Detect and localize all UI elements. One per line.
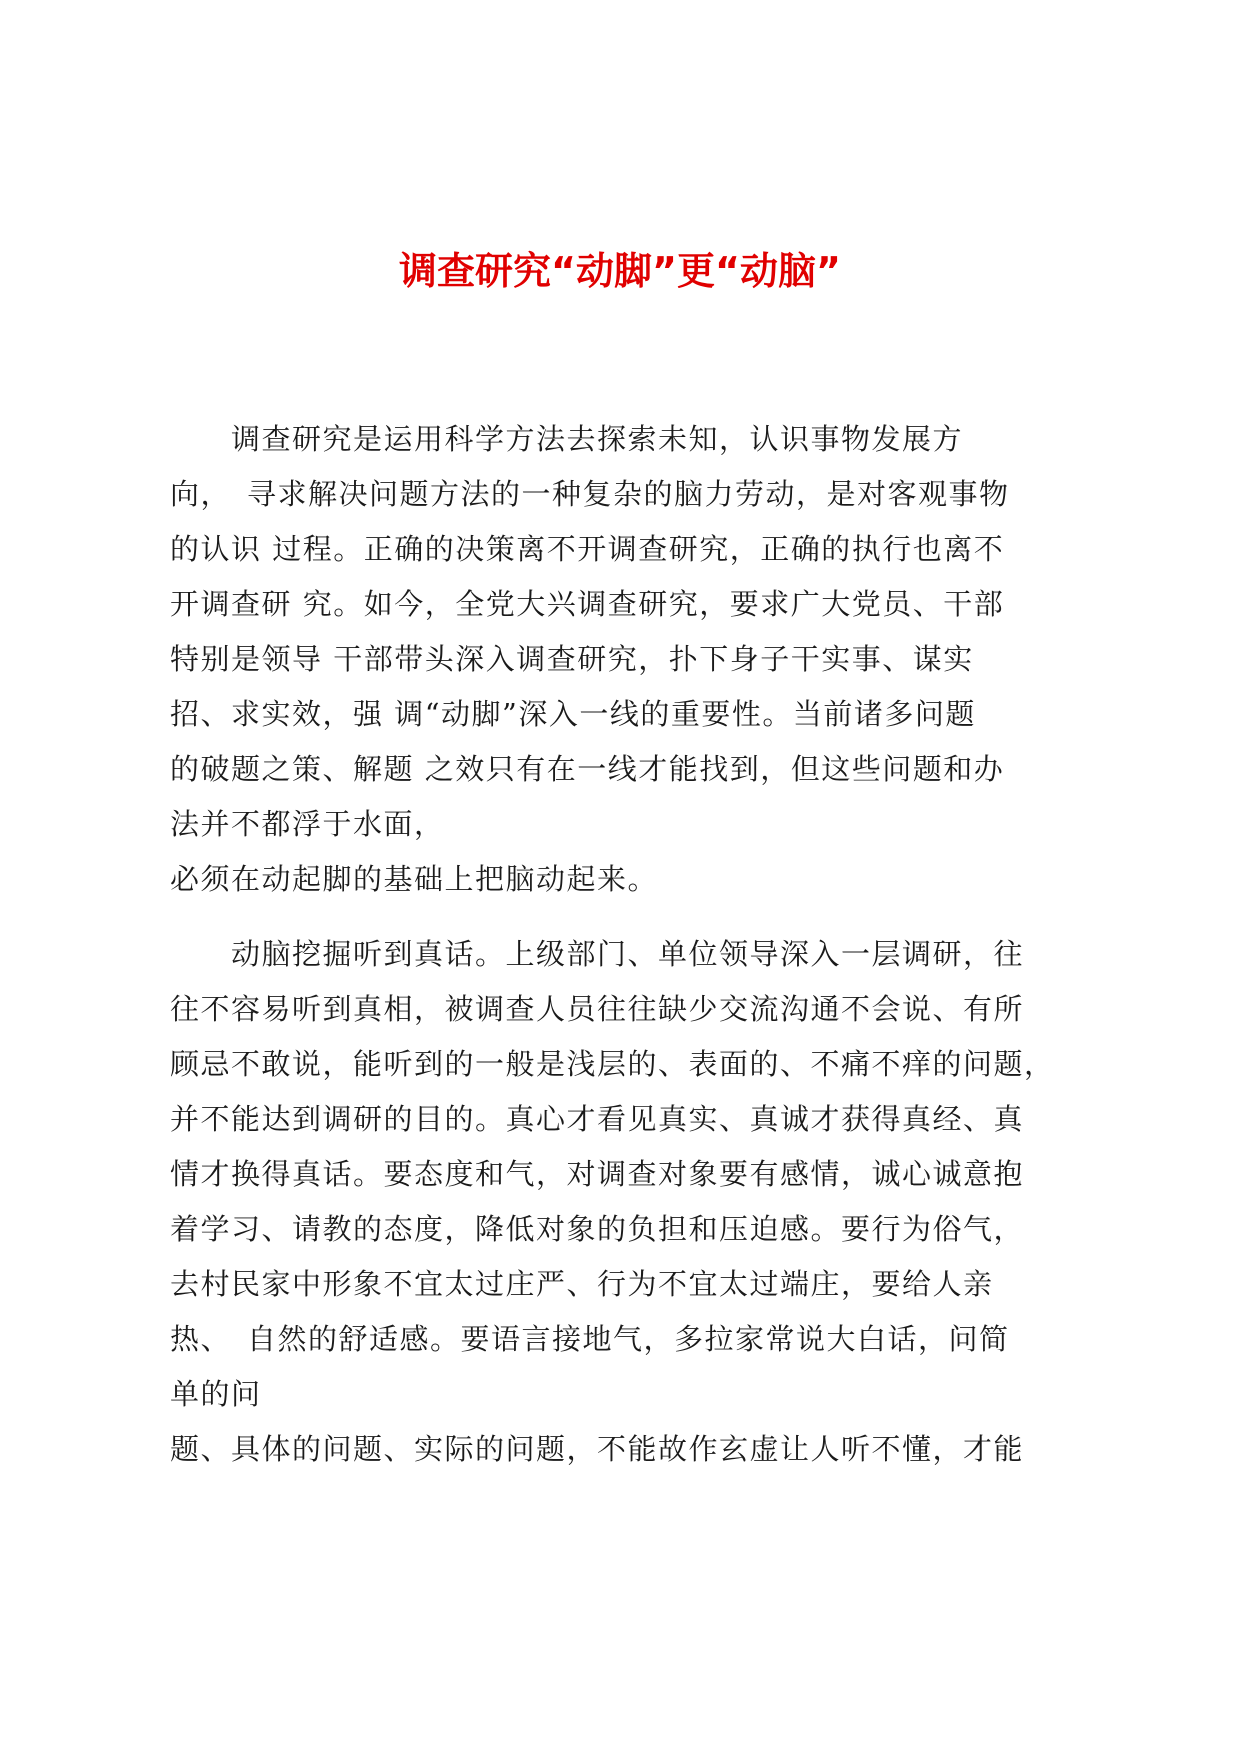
text-line: 向， 寻求解决问题方法的一种复杂的脑力劳动，是对客观事物 [170, 477, 1010, 511]
text-line: 单的问 [170, 1377, 262, 1411]
text-line: 开调查研 究。如今，全党大兴调查研究，要求广大党员、干部 [170, 587, 1005, 621]
text-line: 招、求实效，强 调“动脚”深入一线的重要性。当前诸多问题 [170, 697, 976, 731]
text-line: 的破题之策、解题 之效只有在一线才能找到，但这些问题和办 [170, 752, 1005, 786]
text-line: 情才换得真话。要态度和气，对调查对象要有感情，诚心诚意抱 [170, 1157, 1025, 1191]
text-line: 题、具体的问题、实际的问题，不能故作玄虚让人听不懂，才能 [170, 1432, 1025, 1466]
text-line: 往不容易听到真相，被调查人员往往缺少交流沟通不会说、有所 [170, 992, 1025, 1026]
text-line: 去村民家中形象不宜太过庄严、行为不宜太过端庄，要给人亲 [170, 1267, 994, 1301]
document-title: 调查研究“动脚”更“动脑” [399, 249, 841, 293]
text-line: 必须在动起脚的基础上把脑动起来。 [170, 862, 659, 896]
text-line: 法并不都浮于水面， [170, 807, 445, 841]
text-line: 特别是领导 干部带头深入调查研究，扑下身子干实事、谋实 [170, 642, 974, 676]
text-line: 着学习、请教的态度，降低对象的负担和压迫感。要行为俗气， [170, 1212, 1025, 1246]
text-line: 动脑挖掘听到真话。上级部门、单位领导深入一层调研，往 [170, 937, 1025, 971]
text-line: 调查研究是运用科学方法去探索未知，认识事物发展方 [170, 422, 964, 456]
text-line: 热、 自然的舒适感。要语言接地气，多拉家常说大白话，问简 [170, 1322, 1010, 1356]
text-line: 的认识 过程。正确的决策离不开调查研究，正确的执行也离不 [170, 532, 1005, 566]
text-line: 并不能达到调研的目的。真心才看见真实、真诚才获得真经、真 [170, 1102, 1025, 1136]
text-line: 顾忌不敢说，能听到的一般是浅层的、表面的、不痛不痒的问题， [170, 1047, 1055, 1081]
